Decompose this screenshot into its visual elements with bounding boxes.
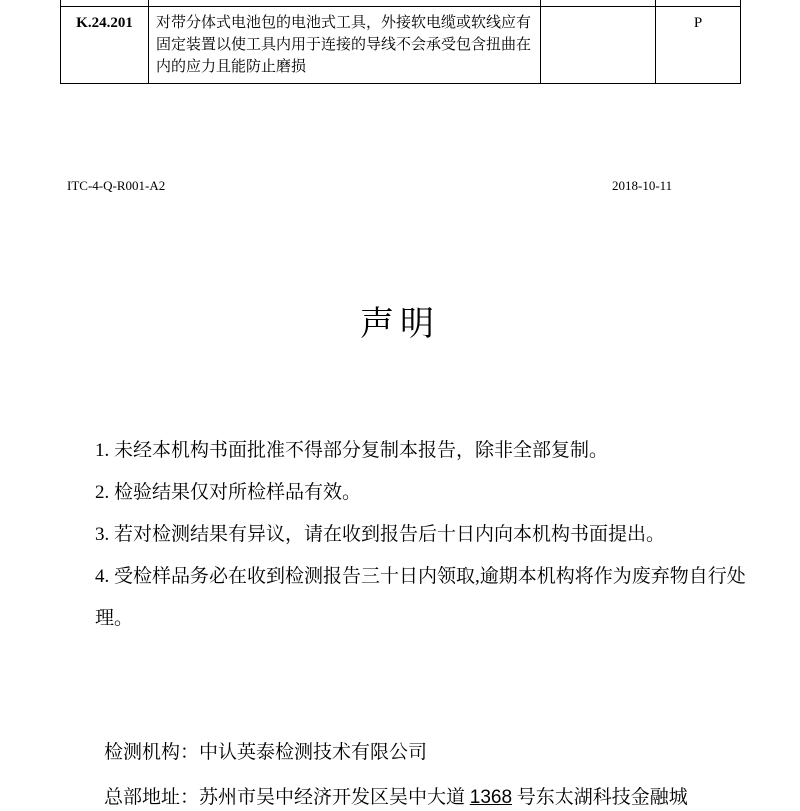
report-date: 2018-10-11 [612,178,673,193]
result-cell [541,7,656,84]
statement-item: 1. 未经本机构书面批准不得部分复制本报告，除非全部复制。 [95,440,609,461]
statement-list [95,430,757,640]
verdict-cell: P [656,7,741,84]
address-line [104,785,688,811]
address-prefix: 总部地址：苏州市吴中经济开发区吴中大道 [104,787,470,808]
statement-item: 3. 若对检测结果有异议，请在收到报告后十日内向本机构书面提出。 [95,524,666,545]
doc-code: ITC-4-Q-R001-A2 [67,178,166,193]
statement-item: 2. 检验结果仅对所检样品有效。 [95,482,362,503]
agency-line: 检测机构：中认英泰检测技术有限公司 [104,742,428,763]
table-row-requirement [61,7,741,84]
report-table-wrap [60,0,740,84]
clause-cell: K.24.201 [61,7,149,84]
report-table [60,0,741,84]
address-suffix: 号东太湖科技金融城 [512,787,688,808]
address-number: 1368 [469,787,513,808]
requirement-cell: 对带分体式电池包的电池式工具，外接软电缆或软线应有固定装置以使工具内用于连接的导线不会承受包含扭曲在内的应力且能防止磨损 [149,7,541,84]
statement-item: 4. 受检样品务必在收到检测报告三十日内领取,逾期本机构将作为废弃物自行处理。 [95,566,746,629]
statement-title: 声明 [360,306,440,343]
